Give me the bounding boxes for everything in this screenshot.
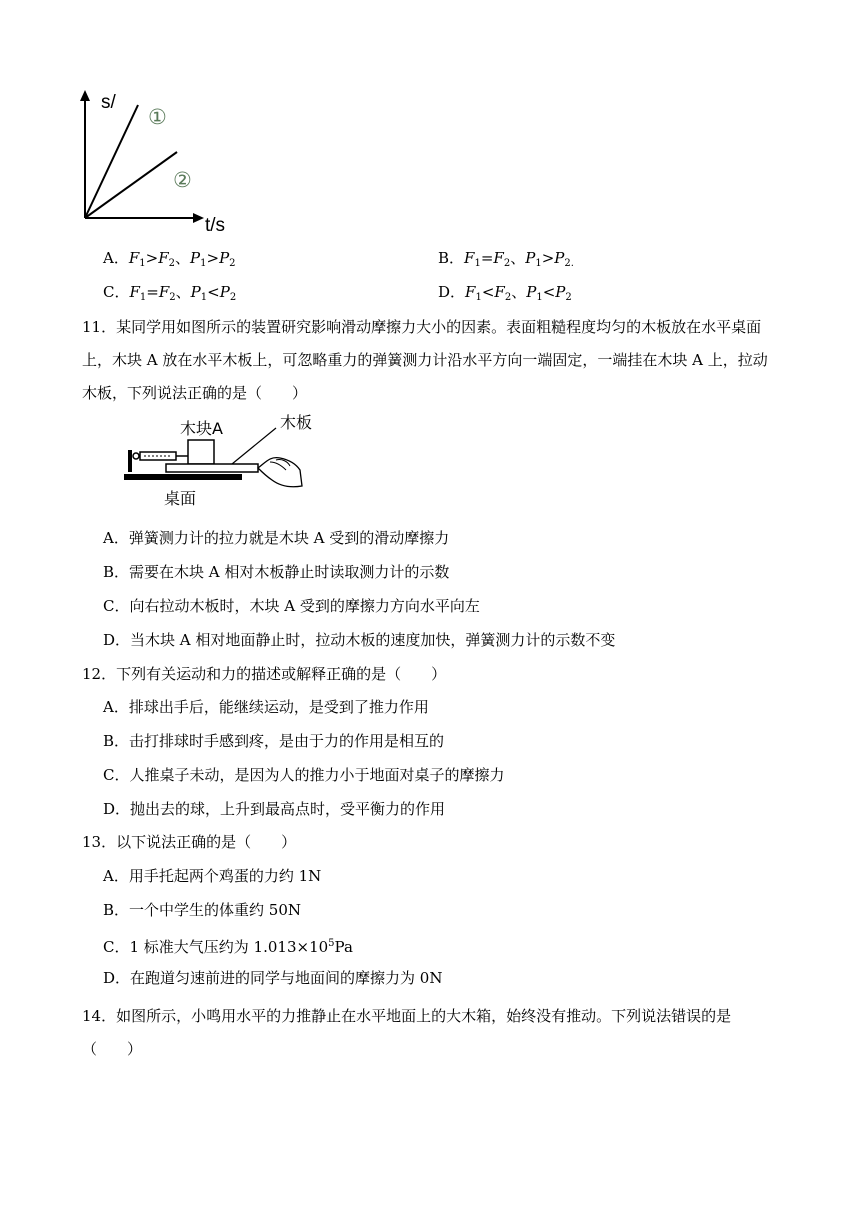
friction-apparatus-figure [120,412,320,512]
q14-stem: 14．如图所示，小鸣用水平的力推静止在水平地面上的大木箱，始终没有推动。下列说法错误的是（ ） [82,1007,732,1058]
scale-ring [133,453,139,459]
q13-option-a: A．用手托起两个鸡蛋的力约 1N [103,867,322,885]
line-1 [85,105,138,218]
q12-option-b: B．击打排球时手感到疼，是由于力的作用是相互的 [103,732,445,750]
board-leader-line [232,428,276,464]
st-graph [72,88,252,238]
table-top [124,474,242,480]
board [166,464,258,472]
hand-icon [258,458,302,487]
line-1-label: ① [148,105,167,129]
q11-option-d: D．当木块 A 相对地面静止时，拉动木板的速度加快，弹簧测力计的示数不变 [103,631,616,649]
q11-option-a: A．弹簧测力计的拉力就是木块 A 受到的滑动摩擦力 [103,529,450,547]
table-label: 桌面 [164,489,197,508]
y-axis-label: s/ [101,92,116,113]
x-axis-arrow [193,213,204,223]
q11-stem: 11．某同学用如图所示的装置研究影响滑动摩擦力大小的因素。表面粗糙程度均匀的木板放在水平桌面上，木块 A 放在水平木板上，可忽略重力的弹簧测力计沿水平方向一端固定，一端挂在木块 A 上，拉动木板，下列说法正确的是（ ） [82,318,768,402]
q13-option-b: B．一个中学生的体重约 50N [103,901,302,919]
q10-option-a: A．$F_1>F_2$、$P_1>P_2$ [103,249,236,269]
y-axis-arrow [80,90,90,101]
q12-stem: 12．下列有关运动和力的描述或解释正确的是（ ） [82,665,447,683]
q10-option-c: C．$F_1=F_2$、$P_1<P_2$ [103,283,237,303]
x-axis-label: t/s [205,215,226,236]
board-label: 木板 [280,413,313,432]
line-2-label: ② [173,168,192,192]
q12-option-a: A．排球出手后，能继续运动，是受到了推力作用 [103,698,429,716]
q11-option-c: C．向右拉动木板时，木块 A 受到的摩擦力方向水平向左 [103,597,480,615]
block-label: 木块A [180,419,223,438]
wall-mount [128,450,132,472]
q12-option-c: C．人推桌子未动，是因为人的推力小于地面对桌子的摩擦力 [103,766,505,784]
q13-stem: 13．以下说法正确的是（ ） [82,833,297,851]
q10-option-d: D．$F_1<F_2$、$P_1<P_2$ [438,283,572,303]
q13-option-d: D．在跑道匀速前进的同学与地面间的摩擦力为 0N [103,969,443,987]
q11-option-b: B．需要在木块 A 相对木板静止时读取测力计的示数 [103,563,450,581]
line-2 [85,152,177,218]
q13-option-c: C．1 标准大气压约为 $1.013\times 10^5Pa$ [103,938,353,956]
q12-option-d: D．抛出去的球，上升到最高点时，受平衡力的作用 [103,800,446,818]
block-a [188,440,214,464]
q10-option-b: B．$F_1=F_2$、$P_1>P_{2.}$ [438,249,574,269]
